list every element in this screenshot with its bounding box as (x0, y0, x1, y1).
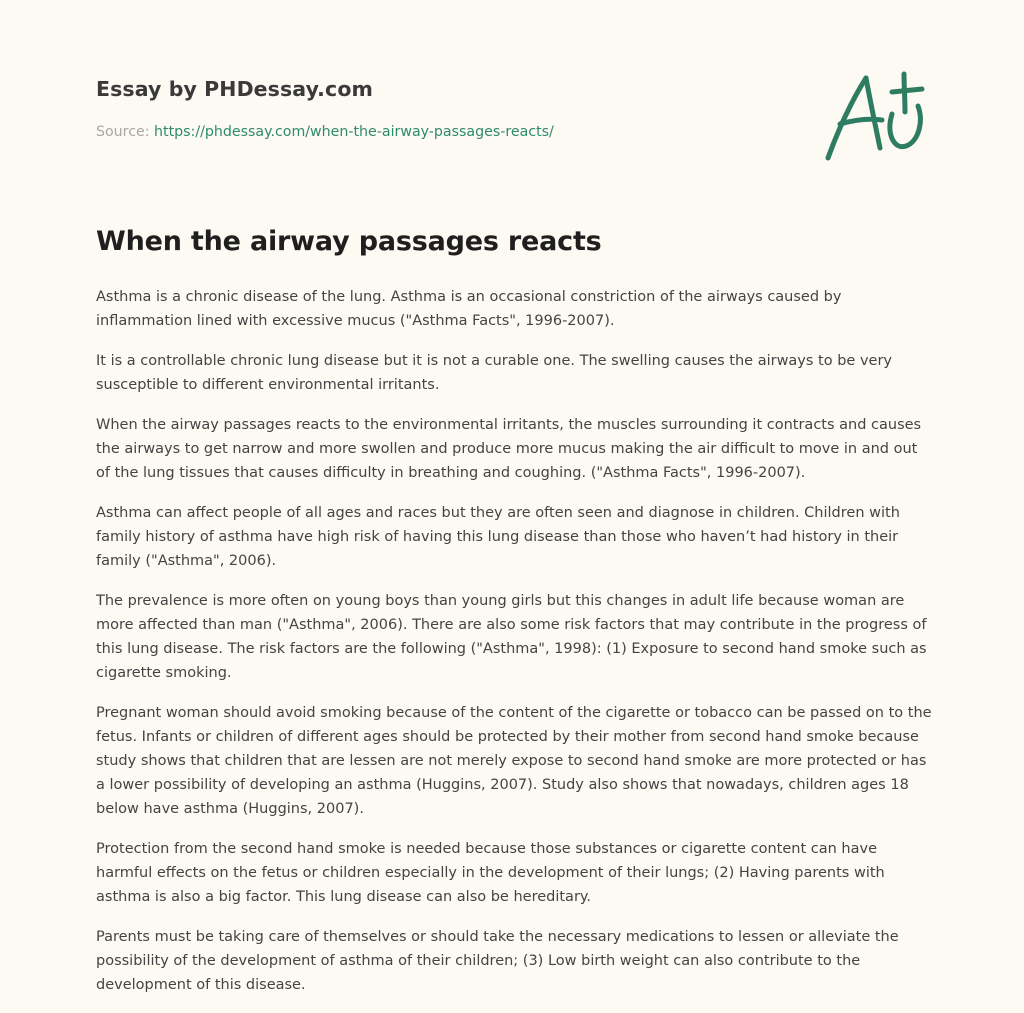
essay-body (96, 285, 932, 1013)
paragraph: When the airway passages reacts to the environmental irritants, the muscles surrounding it contracts and causes the airways to get narrow and more swollen and produce more mucus making the air difficult to move in and out of the lung tissues that causes difficulty in breathing and coughing. ("Asthma Facts", 1996-2007). (96, 417, 922, 481)
source-label: Source: (96, 124, 155, 140)
paragraph: The prevalence is more often on young boys than young girls but this changes in adult life because woman are more affected than man ("Asthma", 2006). There are also some risk factors that may contribute in the progress of this lung disease. The risk factors are the following ("Asthma", 1998): (1) Exposure to second hand smoke such as cigarette smoking. (96, 593, 927, 681)
paragraph: Asthma is a chronic disease of the lung. Asthma is an occasional constriction of the airways caused by inflammation lined with excessive mucus ("Asthma Facts", 1996-2007). (96, 289, 842, 329)
essay-title: When the airway passages reacts (96, 226, 602, 257)
paragraph: It is a controllable chronic lung disease but it is not a curable one. The swelling causes the airways to be very susceptible to different environmental irritants. (96, 353, 892, 393)
source-line (96, 124, 554, 140)
site-title: Essay by PHDessay.com (96, 77, 373, 101)
a-plus-logo-icon (818, 62, 930, 172)
paragraph: Asthma can affect people of all ages and races but they are often seen and diagnose in children. Children with family history of asthma have high risk of having this lung disease than those who haven’t had history in their family ("Asthma", 2006). (96, 505, 900, 569)
paragraph: Pregnant woman should avoid smoking because of the content of the cigarette or tobacco can be passed on to the fetus. Infants or children of different ages should be protected by their mother from second hand smoke because study shows that children that are lessen are not merely expose to second hand smoke are more protected or has a lower possibility of developing an asthma (Huggins, 2007). Study also shows that nowadays, children ages 18 below have asthma (Huggins, 2007). (96, 705, 932, 817)
paragraph: Protection from the second hand smoke is needed because those substances or cigarette content can have harmful effects on the fetus or children especially in the development of their lungs; (2) Having parents with asthma is also a big factor. This lung disease can also be hereditary. (96, 841, 885, 905)
paragraph: Parents must be taking care of themselves or should take the necessary medications to lessen or alleviate the possibility of the development of asthma of their children; (3) Low birth weight can also contribute to the development of this disease. (96, 929, 899, 993)
source-link[interactable]: https://phdessay.com/when-the-airway-passages-reacts/ (154, 124, 554, 140)
